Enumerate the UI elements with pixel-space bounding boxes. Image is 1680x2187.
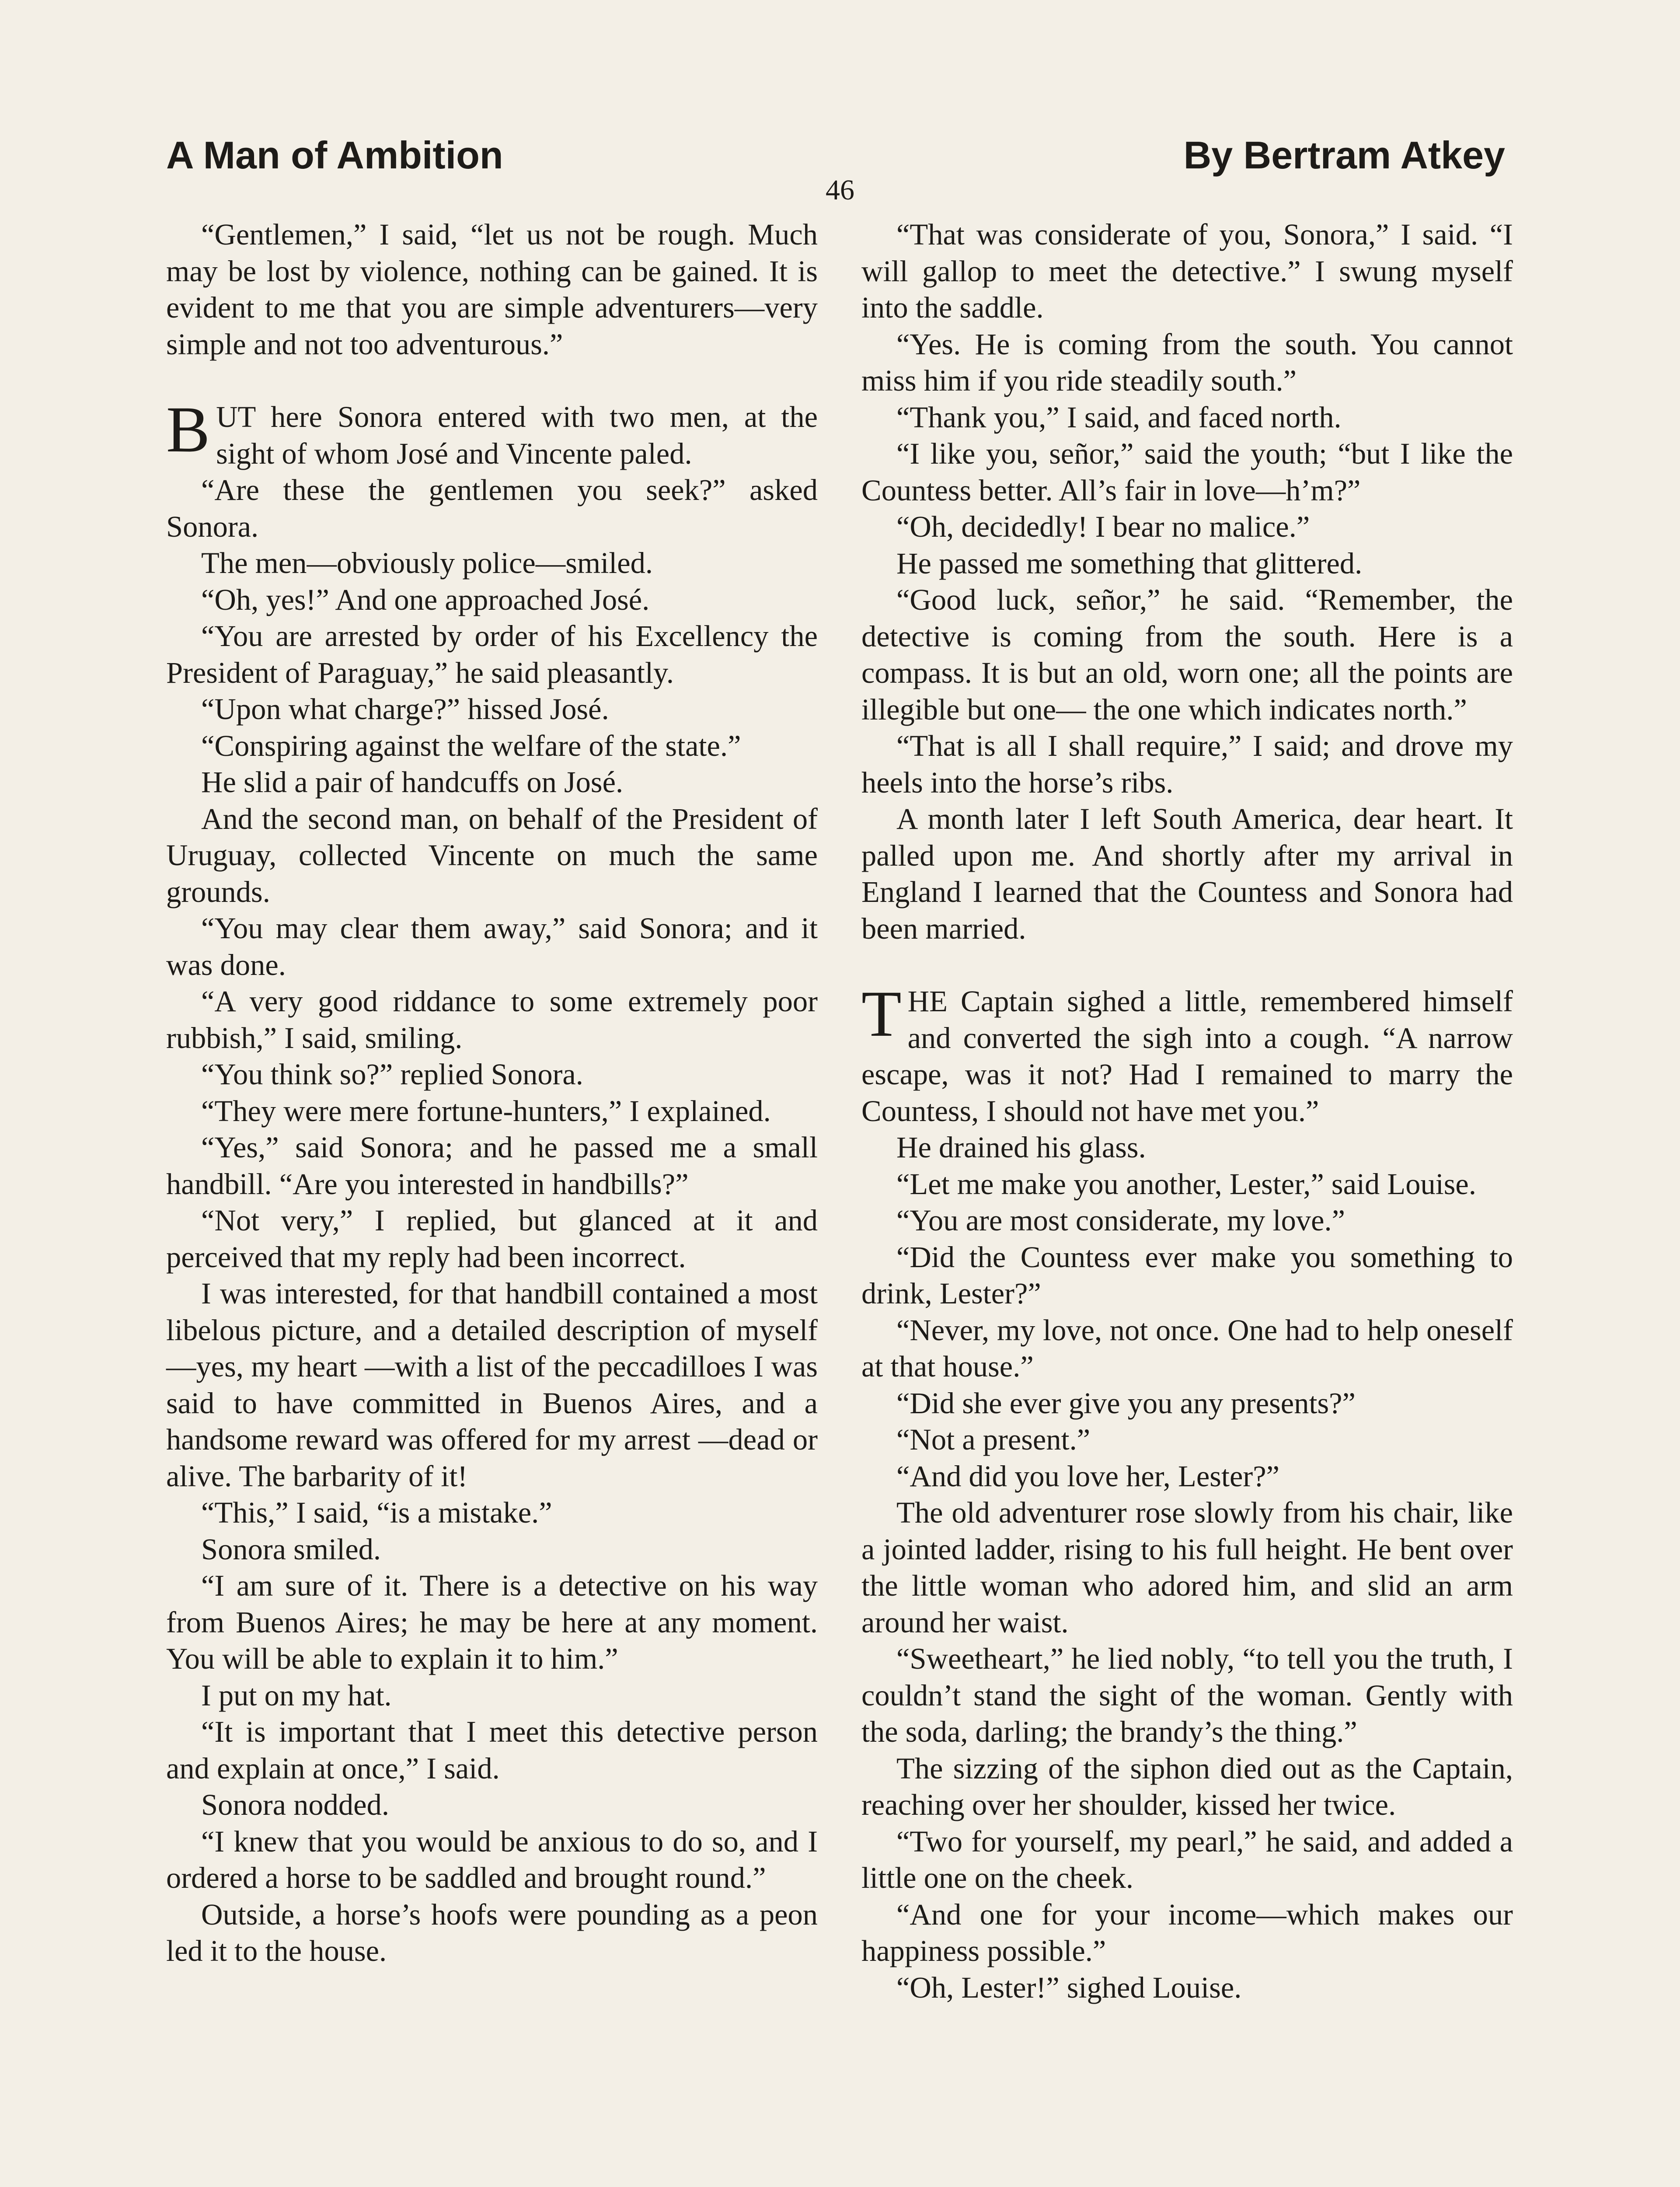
paragraph: Outside, a horse’s hoofs were pounding as a peon led it to the house. bbox=[166, 1897, 818, 1967]
paragraph: “You think so?” replied Sonora. bbox=[201, 1058, 583, 1091]
paragraph: The old adventurer rose slowly from his chair, like a jointed ladder, rising to his full height. He bent over the little woman who adored him, and slid an arm around her waist. bbox=[861, 1496, 1513, 1639]
section-paragraph bbox=[166, 393, 818, 472]
paragraph: He drained his glass. bbox=[896, 1131, 1146, 1164]
paragraph: “This,” I said, “is a mistake.” bbox=[201, 1496, 552, 1529]
paragraph: “Did she ever give you any presents?” bbox=[896, 1386, 1356, 1420]
drop-cap: T bbox=[861, 978, 902, 1050]
paragraph: “A very good riddance to some extremely poor rubbish,” I said, smiling. bbox=[166, 985, 818, 1055]
paragraph: “Are these the gentlemen you seek?” asked Sonora. bbox=[166, 473, 818, 543]
paragraph: “Yes. He is coming from the south. You cannot miss him if you ride steadily south.” bbox=[861, 327, 1513, 397]
text-column-left bbox=[166, 217, 818, 1970]
paragraph: Sonora smiled. bbox=[201, 1532, 381, 1566]
paragraph-text: UT here Sonora entered with two men, at the sight of whom José and Vincente paled. bbox=[216, 400, 818, 470]
paragraph: “You are most considerate, my love.” bbox=[896, 1204, 1345, 1237]
paragraph: “That was considerate of you, Sonora,” I said. “I will gallop to meet the detective.” I swung myself into the saddle. bbox=[861, 218, 1513, 324]
paragraph: I was interested, for that handbill contained a most libelous picture, and a detailed description of myself—yes, my heart —with a list of the peccadilloes I was said to have committed in Buenos Aires, and a handsome reward was offered for my arrest —dead or alive. The barbarity of it! bbox=[166, 1277, 818, 1493]
paragraph: “Good luck, señor,” he said. “Remember, the detective is coming from the south. Here is a compass. It is but an old, worn one; all the points are illegible but one— the one which indicates north.” bbox=[861, 583, 1513, 726]
paragraph: “Oh, decidedly! I bear no malice.” bbox=[896, 510, 1310, 543]
paragraph: “Thank you,” I said, and faced north. bbox=[896, 400, 1342, 434]
paragraph: “Sweetheart,” he lied nobly, “to tell you the truth, I couldn’t stand the sight of the woman. Gently with the soda, darling; the brandy’s the thing.” bbox=[861, 1642, 1513, 1748]
paragraph: “And one for your income—which makes our happiness possible.” bbox=[861, 1897, 1513, 1967]
paragraph: “Upon what charge?” hissed José. bbox=[201, 692, 609, 726]
paragraph: “Yes,” said Sonora; and he passed me a small handbill. “Are you interested in handbills?” bbox=[166, 1131, 818, 1201]
paragraph: “You are arrested by order of his Excellency the President of Paraguay,” he said pleasantly. bbox=[166, 619, 818, 689]
paragraph: A month later I left South America, dear heart. It palled upon me. And shortly after my arrival in England I learned that the Countess and Sonora had been married. bbox=[861, 802, 1513, 945]
paragraph: “Not a present.” bbox=[896, 1423, 1091, 1456]
paragraph: “Never, my love, not once. One had to help oneself at that house.” bbox=[861, 1313, 1513, 1383]
story-title: A Man of Ambition bbox=[166, 133, 503, 177]
paragraph: He passed me something that glittered. bbox=[896, 546, 1363, 580]
paragraph: “Conspiring against the welfare of the state.” bbox=[201, 729, 741, 762]
paragraph: “You may clear them away,” said Sonora; and it was done. bbox=[166, 912, 818, 982]
paragraph: “Not very,” I replied, but glanced at it and perceived that my reply had been incorrect. bbox=[166, 1204, 818, 1274]
paragraph: “And did you love her, Lester?” bbox=[896, 1459, 1280, 1493]
paragraph: “They were mere fortune-hunters,” I explained. bbox=[201, 1094, 771, 1128]
paragraph: “Gentlemen,” I said, “let us not be rough. Much may be lost by violence, nothing can be gained. It is evident to me that you are simple adventurers—very simple and not too adventurous.” bbox=[166, 218, 818, 361]
paragraph: “I knew that you would be anxious to do so, and I ordered a horse to be saddled and brought round.” bbox=[166, 1824, 818, 1894]
paragraph: I put on my hat. bbox=[201, 1678, 392, 1712]
paragraph: “Let me make you another, Lester,” said Louise. bbox=[896, 1167, 1476, 1201]
paragraph-text: HE Captain sighed a little, remembered himself and converted the sigh into a cough. “A narrow escape, was it not? Had I remained to marry the Countess, I should not have met you.” bbox=[861, 985, 1513, 1128]
paragraph: The sizzing of the siphon died out as the Captain, reaching over her shoulder, kissed her twice. bbox=[861, 1751, 1513, 1821]
paragraph: “Did the Countess ever make you something to drink, Lester?” bbox=[861, 1240, 1513, 1310]
paragraph: “That is all I shall require,” I said; and drove my heels into the horse’s ribs. bbox=[861, 729, 1513, 799]
paragraph: Sonora nodded. bbox=[201, 1788, 389, 1821]
text-column-right bbox=[861, 217, 1513, 2006]
paragraph: “Oh, yes!” And one approached José. bbox=[201, 583, 650, 616]
paragraph: He slid a pair of handcuffs on José. bbox=[201, 765, 624, 799]
paragraph: The men—obviously police—smiled. bbox=[201, 546, 653, 580]
paragraph: “It is important that I meet this detective person and explain at once,” I said. bbox=[166, 1715, 818, 1785]
paragraph: “I like you, señor,” said the youth; “but I like the Countess better. All’s fair in love—h’m?” bbox=[861, 437, 1513, 507]
paragraph: And the second man, on behalf of the President of Uruguay, collected Vincente on much the same grounds. bbox=[166, 802, 818, 908]
paragraph: “I am sure of it. There is a detective on his way from Buenos Aires; he may be here at any moment. You will be able to explain it to him.” bbox=[166, 1569, 818, 1675]
drop-cap: B bbox=[166, 393, 210, 466]
section-paragraph bbox=[861, 978, 1513, 1129]
page-number: 46 bbox=[826, 174, 854, 206]
paragraph: “Two for yourself, my pearl,” he said, and added a little one on the cheek. bbox=[861, 1824, 1513, 1894]
paragraph: “Oh, Lester!” sighed Louise. bbox=[896, 1970, 1242, 2004]
story-byline: By Bertram Atkey bbox=[1183, 133, 1505, 177]
